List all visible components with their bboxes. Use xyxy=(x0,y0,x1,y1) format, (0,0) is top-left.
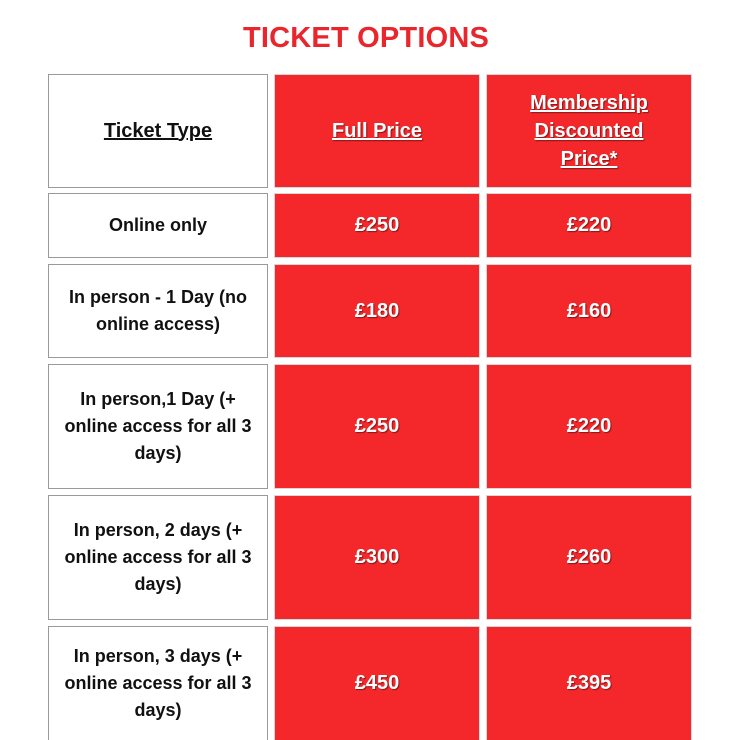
table-row-type xyxy=(48,495,268,620)
ticket-type-in-person-2-days: In person, 2 days (+ online access for all 3 days) xyxy=(64,520,252,594)
table-row-full-price xyxy=(274,364,480,489)
header-ticket-type xyxy=(48,74,268,188)
member-price-value: £220 xyxy=(566,214,612,236)
table-row-full-price xyxy=(274,495,480,620)
table-row-member-price xyxy=(486,364,692,489)
page-title: TICKET OPTIONS xyxy=(242,22,490,54)
full-price-value: £180 xyxy=(354,299,400,322)
table-row-type xyxy=(48,264,268,358)
header-membership-price xyxy=(486,74,692,188)
table-row-member-price xyxy=(486,626,692,740)
full-price-value: £250 xyxy=(354,415,400,437)
table-row-type xyxy=(48,626,268,740)
table-row-member-price xyxy=(486,264,692,358)
ticket-type-online-only: Online only xyxy=(108,215,207,235)
ticket-type-in-person-1-day: In person - 1 Day (no online access) xyxy=(68,287,248,334)
table-row-full-price xyxy=(274,626,480,740)
ticket-type-in-person-3-days: In person, 3 days (+ online access for all 3 days) xyxy=(64,646,252,720)
header-ticket-type-label: Ticket Type xyxy=(103,119,213,142)
table-row-member-price xyxy=(486,193,692,258)
header-full-price xyxy=(274,74,480,188)
header-full-price-label: Full Price xyxy=(331,120,423,142)
table-row-type xyxy=(48,364,268,489)
table-row-type xyxy=(48,193,268,258)
header-membership-price-label: Membership Discounted Price* xyxy=(530,92,648,170)
full-price-value: £300 xyxy=(354,546,400,568)
full-price-value: £250 xyxy=(354,214,400,236)
member-price-value: £160 xyxy=(566,299,612,322)
table-row-full-price xyxy=(274,193,480,258)
table-row-full-price xyxy=(274,264,480,358)
full-price-value: £450 xyxy=(354,672,400,694)
table-row-member-price xyxy=(486,495,692,620)
member-price-value: £395 xyxy=(566,672,612,694)
member-price-value: £220 xyxy=(566,415,612,437)
ticket-type-in-person-1-day-online: In person,1 Day (+ online access for all 3 days) xyxy=(64,389,252,463)
member-price-value: £260 xyxy=(566,546,612,568)
